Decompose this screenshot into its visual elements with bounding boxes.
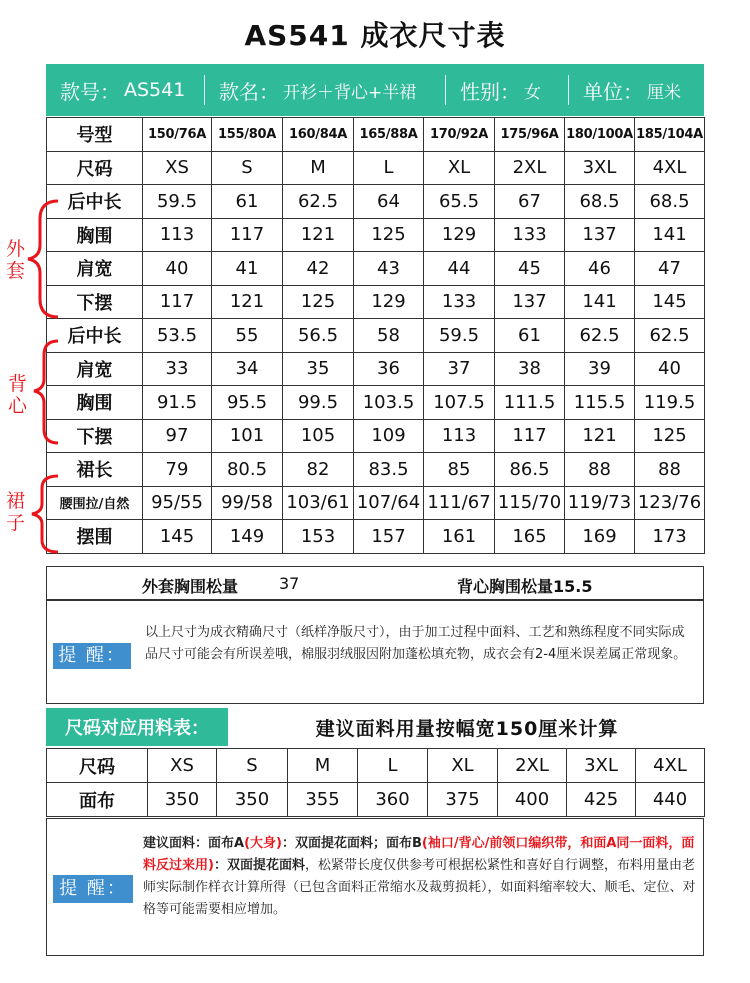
measure-cell: 58 <box>354 319 424 353</box>
reminder2-part: 建议面料：面布A <box>143 836 245 851</box>
measure-cell: 169 <box>565 520 635 554</box>
row-label: 尺码 <box>47 749 148 783</box>
measure-cell: 107/64 <box>354 486 424 520</box>
measure-cell: 88 <box>565 453 635 487</box>
vest-row <box>47 352 705 386</box>
model-row <box>47 118 705 152</box>
coat-row <box>47 185 705 219</box>
measure-cell: 68.5 <box>565 185 635 219</box>
fabric-table <box>46 748 705 817</box>
size-cell: M <box>283 151 354 185</box>
measure-cell: 38 <box>495 352 565 386</box>
model-cell: 160/84A <box>283 118 354 152</box>
measure-cell: 59.5 <box>143 185 212 219</box>
gender-value: 女 <box>524 82 541 103</box>
measure-cell: 113 <box>143 218 212 252</box>
row-label: 号型 <box>47 118 143 152</box>
row-label: 胸围 <box>47 386 143 420</box>
measure-cell: 34 <box>212 352 283 386</box>
measure-cell: 36 <box>354 352 424 386</box>
measure-cell: 145 <box>635 285 705 319</box>
measure-cell: 62.5 <box>565 319 635 353</box>
model-cell: 170/92A <box>424 118 495 152</box>
size-cell: S <box>217 749 288 783</box>
reminder2-part: (大身) <box>244 836 282 851</box>
measure-cell: 45 <box>495 252 565 286</box>
size-table <box>46 117 705 554</box>
row-label: 摆围 <box>47 520 143 554</box>
size-cell: L <box>358 749 428 783</box>
style-name-label: 款名： <box>219 79 279 104</box>
measure-cell: 165 <box>495 520 565 554</box>
reminder-label-1: 提 醒： <box>53 643 131 669</box>
measure-cell: 119/73 <box>565 486 635 520</box>
row-label: 裙长 <box>47 453 143 487</box>
measure-cell: 141 <box>565 285 635 319</box>
measure-cell: 129 <box>424 218 495 252</box>
measure-cell: 117 <box>143 285 212 319</box>
reminder-text-2 <box>143 833 699 921</box>
fabric-table-header: 尺码对应用料表： <box>46 708 228 746</box>
skirt-row <box>47 486 705 520</box>
size-cell: 4XL <box>636 749 705 783</box>
measure-cell: 55 <box>212 319 283 353</box>
measure-cell: 105 <box>283 419 354 453</box>
size-cell: S <box>212 151 283 185</box>
reminder-box-2 <box>46 818 704 956</box>
measure-cell: 64 <box>354 185 424 219</box>
coat-row <box>47 252 705 286</box>
style-name-value: 开衫＋背心+半裙 <box>283 82 417 103</box>
measure-cell: 42 <box>283 252 354 286</box>
measure-cell: 99.5 <box>283 386 354 420</box>
measure-cell: 46 <box>565 252 635 286</box>
measure-cell: 86.5 <box>495 453 565 487</box>
measure-cell: 97 <box>143 419 212 453</box>
measure-cell: 115.5 <box>565 386 635 420</box>
model-cell: 165/88A <box>354 118 424 152</box>
measure-cell: 125 <box>635 419 705 453</box>
measure-cell: 123/76 <box>635 486 705 520</box>
measure-cell: 117 <box>212 218 283 252</box>
vest-row <box>47 319 705 353</box>
measure-cell: 161 <box>424 520 495 554</box>
size-cell: XS <box>148 749 217 783</box>
measure-cell: 121 <box>283 218 354 252</box>
reminder2-part: (袖口/背心/前领口编织带，和面A同一面料，面料反过来用) <box>143 836 695 873</box>
measure-cell: 125 <box>283 285 354 319</box>
measure-cell: 157 <box>354 520 424 554</box>
measure-cell: 88 <box>635 453 705 487</box>
measure-cell: 145 <box>143 520 212 554</box>
measure-cell: 149 <box>212 520 283 554</box>
reminder2-part: ：双面提花面料；面布B <box>281 836 422 851</box>
coat-slack-value: 37 <box>279 574 300 593</box>
fabric-cell: 400 <box>498 783 567 817</box>
size-cell: 3XL <box>567 749 636 783</box>
reminder-label-2: 提 醒： <box>53 875 133 903</box>
model-cell: 185/104A <box>635 118 705 152</box>
row-label: 腰围拉/自然 <box>47 486 143 520</box>
measure-cell: 47 <box>635 252 705 286</box>
measure-cell: 99/58 <box>212 486 283 520</box>
measure-cell: 121 <box>212 285 283 319</box>
measure-cell: 125 <box>354 218 424 252</box>
size-cell: 3XL <box>565 151 635 185</box>
measure-cell: 111.5 <box>495 386 565 420</box>
coat-slack-label: 外套胸围松量 <box>142 577 239 596</box>
measure-cell: 129 <box>354 285 424 319</box>
measure-cell: 95/55 <box>143 486 212 520</box>
size-cell: 2XL <box>498 749 567 783</box>
measure-cell: 137 <box>565 218 635 252</box>
style-no <box>46 64 204 116</box>
measure-cell: 35 <box>283 352 354 386</box>
fabric-cell: 360 <box>358 783 428 817</box>
measure-cell: 67 <box>495 185 565 219</box>
unit-value: 厘米 <box>647 82 681 103</box>
row-label: 后中长 <box>47 319 143 353</box>
measure-cell: 103/61 <box>283 486 354 520</box>
measure-cell: 85 <box>424 453 495 487</box>
measure-cell: 37 <box>424 352 495 386</box>
size-cell: M <box>288 749 358 783</box>
skirt-row <box>47 520 705 554</box>
row-label: 下摆 <box>47 419 143 453</box>
vest-slack: 背心胸围松量15.5 <box>457 577 593 596</box>
model-cell: 180/100A <box>565 118 635 152</box>
measure-cell: 107.5 <box>424 386 495 420</box>
vest-row <box>47 419 705 453</box>
row-label: 尺码 <box>47 151 143 185</box>
size-cell: XL <box>424 151 495 185</box>
reminder2-part: ：双面提花面料 <box>213 858 305 873</box>
fabric-size-row <box>47 749 705 783</box>
measure-cell: 39 <box>565 352 635 386</box>
size-cell: 4XL <box>635 151 705 185</box>
measure-cell: 62.5 <box>283 185 354 219</box>
row-label: 肩宽 <box>47 352 143 386</box>
size-cell: L <box>354 151 424 185</box>
model-cell: 155/80A <box>212 118 283 152</box>
size-cell: XL <box>428 749 498 783</box>
fabric-cell: 350 <box>148 783 217 817</box>
row-label: 下摆 <box>47 285 143 319</box>
style-name <box>205 64 445 116</box>
coat-row <box>47 285 705 319</box>
measure-cell: 121 <box>565 419 635 453</box>
slack-row <box>46 566 704 600</box>
model-cell: 175/96A <box>495 118 565 152</box>
row-label: 面布 <box>47 783 148 817</box>
skirt-row <box>47 453 705 487</box>
measure-cell: 153 <box>283 520 354 554</box>
fabric-cell: 350 <box>217 783 288 817</box>
measure-cell: 133 <box>495 218 565 252</box>
gender-label: 性别： <box>460 79 520 104</box>
measure-cell: 59.5 <box>424 319 495 353</box>
measure-cell: 79 <box>143 453 212 487</box>
size-cell: 2XL <box>495 151 565 185</box>
measure-cell: 61 <box>495 319 565 353</box>
size-row <box>47 151 705 185</box>
measure-cell: 53.5 <box>143 319 212 353</box>
measure-cell: 101 <box>212 419 283 453</box>
measure-cell: 133 <box>424 285 495 319</box>
measure-cell: 61 <box>212 185 283 219</box>
measure-cell: 68.5 <box>635 185 705 219</box>
style-no-value: AS541 <box>124 79 186 101</box>
coat-row <box>47 218 705 252</box>
size-cell: XS <box>143 151 212 185</box>
reminder2-part: ，松紧带长度仅供参考可根据松紧性和喜好自行调整，布料用量由老师实际制作样衣计算所得（已包含面料正常缩水及裁剪损耗），如面料缩率较大、顺毛、定位、对格等可能需要相应增加。 <box>143 858 696 917</box>
gender <box>446 64 568 116</box>
measure-cell: 43 <box>354 252 424 286</box>
fabric-amount-row <box>47 783 705 817</box>
row-label: 胸围 <box>47 218 143 252</box>
measure-cell: 91.5 <box>143 386 212 420</box>
fabric-width-note: 建议面料用量按幅宽150厘米计算 <box>315 717 619 740</box>
measure-cell: 82 <box>283 453 354 487</box>
measure-cell: 137 <box>495 285 565 319</box>
measure-cell: 141 <box>635 218 705 252</box>
fabric-cell: 440 <box>636 783 705 817</box>
measure-cell: 115/70 <box>495 486 565 520</box>
measure-cell: 119.5 <box>635 386 705 420</box>
measure-cell: 44 <box>424 252 495 286</box>
coat-side-label: 外套 <box>6 238 26 282</box>
row-label: 肩宽 <box>47 252 143 286</box>
measure-cell: 103.5 <box>354 386 424 420</box>
measure-cell: 80.5 <box>212 453 283 487</box>
skirt-side-label: 裙子 <box>6 490 26 534</box>
measure-cell: 41 <box>212 252 283 286</box>
style-no-label: 款号： <box>60 79 120 104</box>
measure-cell: 95.5 <box>212 386 283 420</box>
measure-cell: 83.5 <box>354 453 424 487</box>
fabric-cell: 355 <box>288 783 358 817</box>
measure-cell: 56.5 <box>283 319 354 353</box>
model-cell: 150/76A <box>143 118 212 152</box>
reminder-box-1 <box>46 600 704 704</box>
vest-row <box>47 386 705 420</box>
vest-side-label: 背心 <box>8 373 28 417</box>
header-bar <box>46 64 704 116</box>
measure-cell: 40 <box>635 352 705 386</box>
measure-cell: 111/67 <box>424 486 495 520</box>
measure-cell: 109 <box>354 419 424 453</box>
reminder-text-1: 以上尺寸为成衣精确尺寸（纸样净版尺寸），由于加工过程中面料、工艺和熟练程度不同实际成品尺寸可能会有所误差哦，棉服羽绒服因附加蓬松填充物，成衣会有2-4厘米误差属正常现象。 <box>145 625 687 662</box>
measure-cell: 117 <box>495 419 565 453</box>
unit <box>569 64 704 116</box>
page-title: AS541 成衣尺寸表 <box>244 19 506 52</box>
measure-cell: 113 <box>424 419 495 453</box>
measure-cell: 40 <box>143 252 212 286</box>
measure-cell: 33 <box>143 352 212 386</box>
fabric-cell: 375 <box>428 783 498 817</box>
measure-cell: 173 <box>635 520 705 554</box>
unit-label: 单位： <box>583 79 643 104</box>
fabric-cell: 425 <box>567 783 636 817</box>
measure-cell: 65.5 <box>424 185 495 219</box>
measure-cell: 62.5 <box>635 319 705 353</box>
row-label: 后中长 <box>47 185 143 219</box>
